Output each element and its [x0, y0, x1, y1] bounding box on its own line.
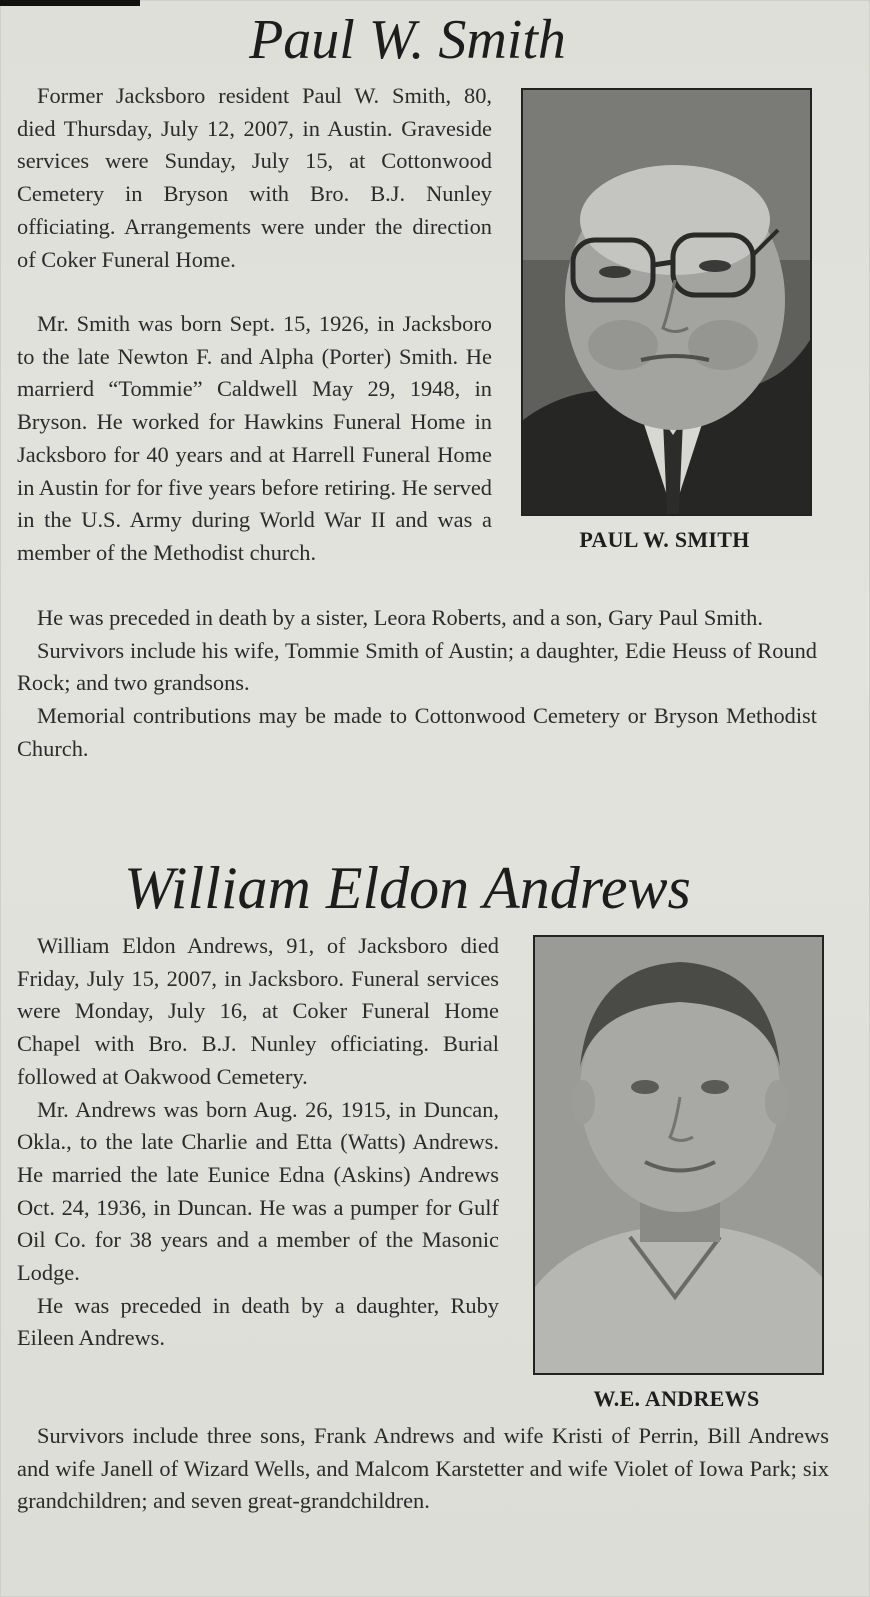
- obituary-body-andrews-upper: [17, 930, 499, 1418]
- obituary-body-andrews-lower: [17, 1420, 829, 1518]
- paragraph-smith-5: Memorial contributions may be made to Cottonwood Cemetery or Bryson Methodist Church.: [17, 703, 817, 761]
- photo-caption-andrews: W.E. ANDREWS: [593, 1386, 760, 1411]
- obituary-title-smith: Paul W. Smith: [249, 9, 566, 71]
- obituary-body-smith-lower: [17, 602, 817, 766]
- obituary-body-smith-middle: [17, 308, 492, 565]
- paragraph-smith-2: Mr. Smith was born Sept. 15, 1926, in Jacksboro to the late Newton F. and Alpha (Porter) Smith. He marrierd “Tommie” Caldwell May 29, 1948, in Bryson. He worked for Hawkins Funeral Home in Jacksboro for 40 years and at Harrell Funeral Home in Austin for for five years before retiring. He served in the U.S. Army during World War II and was a member of the Methodist church.: [17, 311, 492, 565]
- paragraph-smith-4: Survivors include his wife, Tommie Smith of Austin; a daughter, Edie Heuss of Round Rock; and two grandsons.: [17, 637, 817, 696]
- paragraph-andrews-4: Survivors include three sons, Frank Andrews and wife Kristi of Perrin, Bill Andrews and wife Janell of Wizard Wells, and Malcom Karstetter and wife Violet of Iowa Park; six grandchildren; and seven great-grandchildren.: [17, 1423, 829, 1514]
- dark-edge-strip: [0, 0, 140, 6]
- paragraph-smith-1: Former Jacksboro resident Paul W. Smith, 80, died Thursday, July 12, 2007, in Austin. Graveside services were Sunday, July 15, at Cottonwood Cemetery in Bryson with Bro. B.J. Nunley officiating. Arrangements were under the direction of Coker Funeral Home.: [17, 83, 492, 272]
- portrait-smith-illustration: [523, 90, 810, 514]
- obituary-title-andrews: William Eldon Andrews: [124, 855, 691, 921]
- portrait-photo-andrews: [533, 935, 824, 1375]
- paragraph-andrews-3: He was preceded in death by a daughter, Ruby Eileen Andrews.: [17, 1292, 499, 1351]
- portrait-andrews-illustration: [535, 937, 822, 1373]
- paragraph-andrews-1: William Eldon Andrews, 91, of Jacksboro died Friday, July 15, 2007, in Jacksboro. Funeral services were Monday, July 16, at Coker Funeral Home Chapel with Bro. B.J. Nunley officiating. Burial followed at Oakwood Cemetery.: [17, 933, 499, 1089]
- photo-caption-smith: PAUL W. SMITH: [579, 527, 750, 552]
- paragraph-smith-3: He was preceded in death by a sister, Leora Roberts, and a son, Gary Paul Smith.: [37, 605, 763, 630]
- obituary-body-smith-upper: [17, 80, 492, 276]
- paragraph-andrews-2: Mr. Andrews was born Aug. 26, 1915, in Duncan, Okla., to the late Charlie and Etta (Watts) Andrews. He married the late Eunice Edna (Askins) Andrews Oct. 24, 1936, in Duncan. He was a pumper for Gulf Oil Co. for 38 years and a member of the Masonic Lodge.: [17, 1096, 499, 1286]
- portrait-photo-smith: [521, 88, 812, 516]
